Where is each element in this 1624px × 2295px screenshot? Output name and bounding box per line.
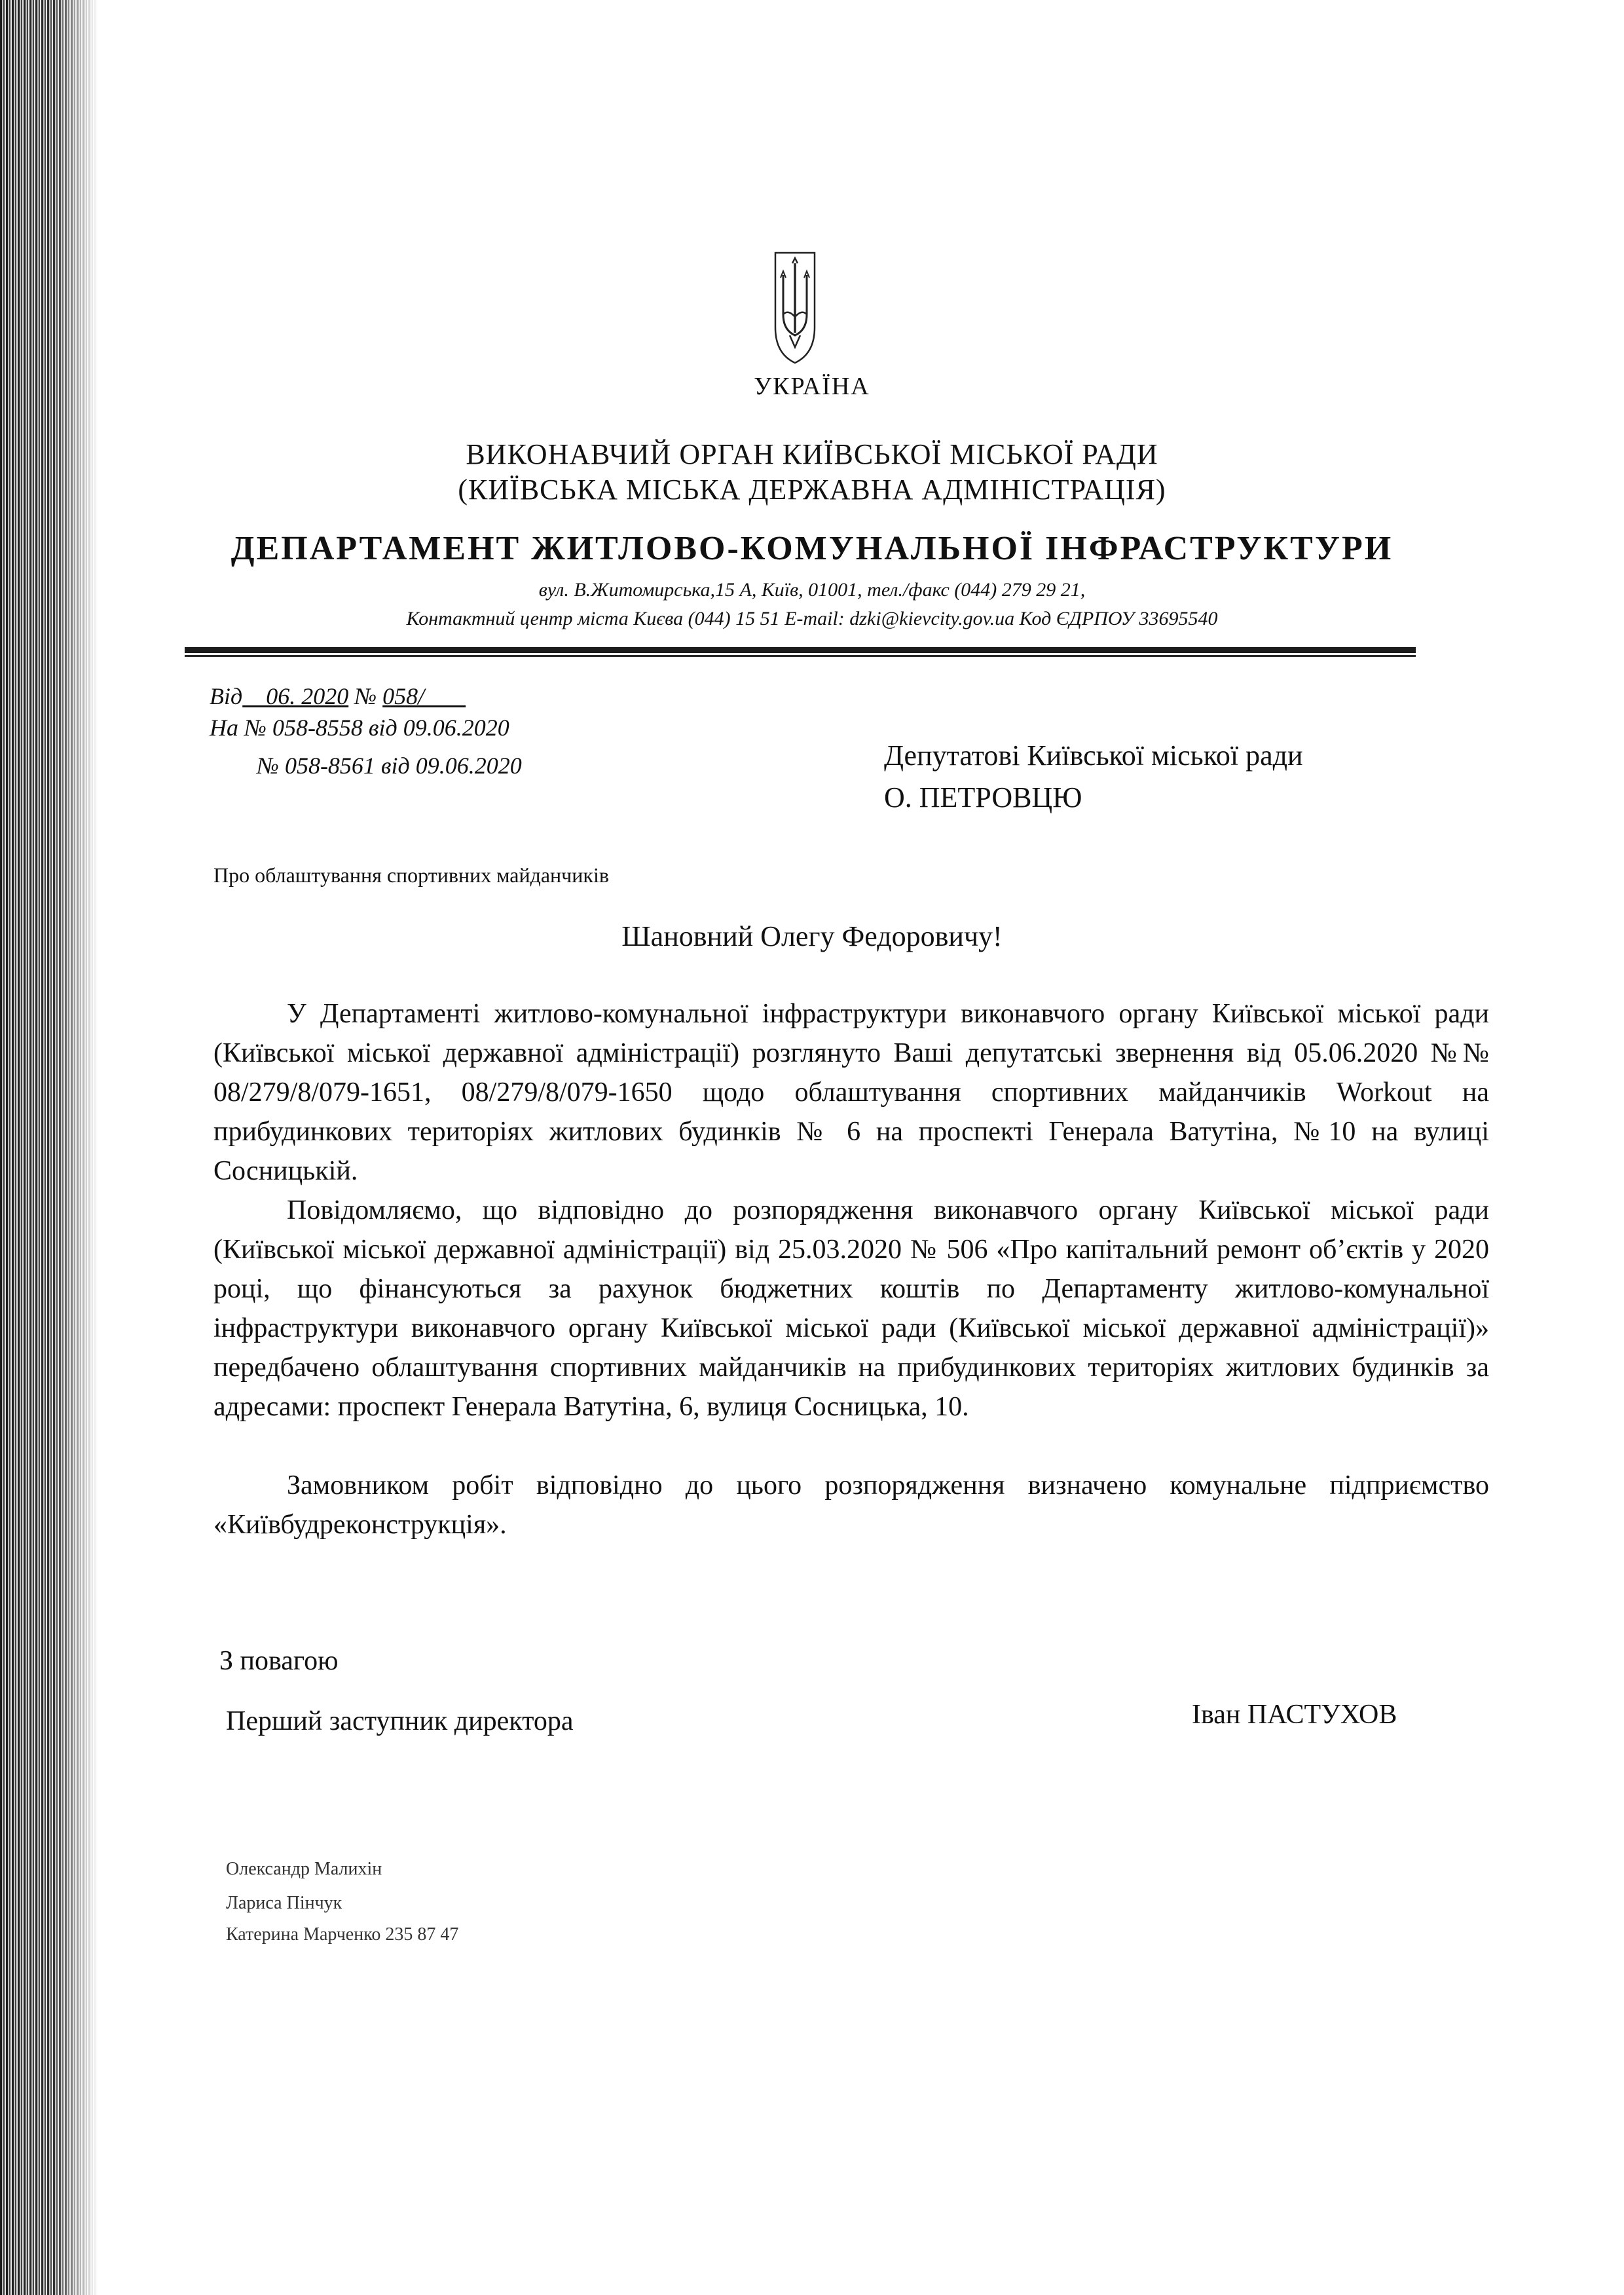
address-line: вул. В.Житомирська,15 А, Київ, 01001, тел./факс (044) 279 29 21, (538, 579, 1086, 601)
closing-regards: З повагою (219, 1646, 339, 1676)
executor-line-3: Катерина Марченко 235 87 47 (226, 1924, 459, 1945)
from-date: 06. 2020 (242, 683, 349, 709)
number-label: № (354, 683, 377, 709)
header-divider-thin (185, 655, 1416, 657)
country-name: УКРАЇНА (754, 373, 870, 400)
addressee-name: О. ПЕТРОВЦЮ (884, 781, 1082, 813)
letter-subject: Про облаштування спортивних майданчиків (213, 863, 609, 887)
in-reply-ref-2: № 058-8561 від 09.06.2020 (257, 753, 522, 779)
signatory-position: Перший заступник директора (226, 1706, 574, 1736)
trident-emblem-icon (771, 249, 819, 367)
in-reply-to-1 (210, 714, 509, 741)
body-paragraph-3: Замовником робіт відповідно до цього розпорядження визначено комунальне підприємство «Київбудреконструкція». (213, 1470, 1489, 1540)
in-reply-label: На (210, 715, 238, 741)
scan-edge-streak (0, 0, 98, 2295)
signatory-name: Іван ПАСТУХОВ (1192, 1700, 1397, 1730)
org-name-line2: (КИЇВСЬКА МІСЬКА ДЕРЖАВНА АДМІНІСТРАЦІЯ) (458, 474, 1166, 506)
body-paragraph-2: Повідомляємо, що відповідно до розпорядження виконавчого органу Київської міської ради (Київської міської державної адміністрації) від 25.03.2020 № 506 «Про капітальний ремонт об’єктів у 2020 році, що фінансуються за рахунок бюджетних коштів по Департаменту житлово-комунальної інфраструктури виконавчого органу Київської міської ради (Київської міської державної адміністрації)» передбачено облаштування спортивних майданчиків на прибудинкових територіях житлових будинків за адресами: проспект Генерала Ватутіна, 6, вулиця Сосницька, 10. (213, 1195, 1489, 1422)
executor-line-1: Олександр Малихін (226, 1859, 382, 1879)
department-title: ДЕПАРТАМЕНТ ЖИТЛОВО-КОМУНАЛЬНОЇ ІНФРАСТРУКТУРИ (231, 530, 1393, 567)
from-label: Від (210, 683, 243, 709)
number-value: 058/ (382, 683, 466, 709)
body-paragraph-1: У Департаменті житлово-комунальної інфраструктури виконавчого органу Київської міської ради (Київської міської державної адміністрації) розглянуто Ваші депутатські звернення від 05.06.2020 №№ 08/279/8/079-1651, 08/279/8/079-1650 щодо облаштування спортивних майданчиків Workout на прибудинкових територіях житлових будинків № 6 на проспекті Генерала Ватутіна, №10 на вулиці Сосницькій. (213, 999, 1489, 1186)
outgoing-reference (210, 682, 466, 710)
header-divider-thick (185, 647, 1416, 653)
contact-line: Контактний центр міста Києва (044) 15 51 E-mail: dzki@kievcity.gov.ua Код ЄДРПОУ 33695540 (406, 608, 1218, 629)
executor-line-2: Лариса Пінчук (226, 1893, 342, 1913)
in-reply-ref-1: № 058-8558 від 09.06.2020 (244, 715, 509, 741)
salutation: Шановний Олегу Федоровичу! (621, 920, 1003, 952)
org-name-line1: ВИКОНАВЧИЙ ОРГАН КИЇВСЬКОЇ МІСЬКОЇ РАДИ (466, 438, 1158, 470)
addressee-title: Депутатові Київської міської ради (884, 739, 1303, 772)
